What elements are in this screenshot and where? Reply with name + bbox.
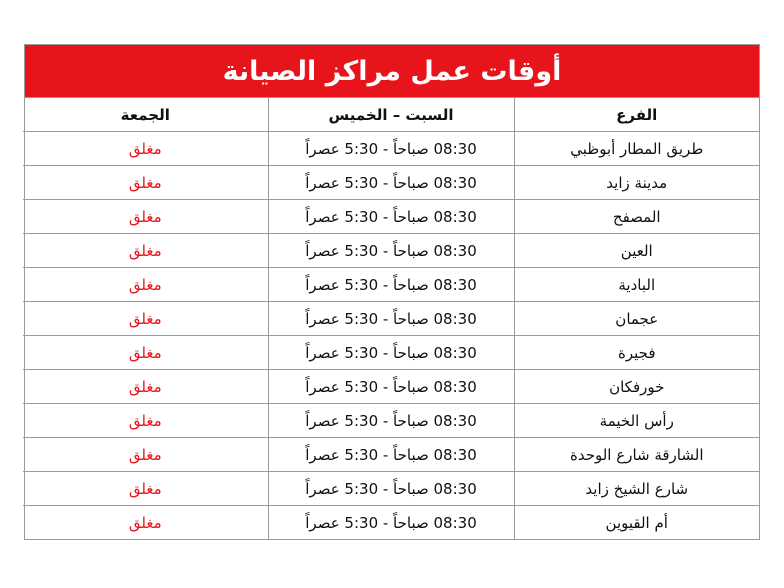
friday-cell: مغلق: [23, 336, 268, 370]
table-row: [23, 472, 759, 506]
hours-cell: 08:30 صباحاً - 5:30 عصراً: [268, 438, 514, 472]
table-header-row: [23, 98, 759, 132]
table-row: [23, 336, 759, 370]
branch-cell: رأس الخيمة: [514, 404, 759, 438]
branch-cell: البادية: [514, 268, 759, 302]
friday-cell: مغلق: [128, 513, 162, 532]
column-header-branch: الفرع: [514, 98, 759, 132]
hours-cell: 08:30 صباحاً - 5:30 عصراً: [268, 234, 514, 268]
hours-cell: 08:30 صباحاً - 5:30 عصراً: [268, 370, 514, 404]
hours-cell: 08:30 صباحاً - 5:30 عصراً: [268, 404, 514, 438]
hours-table: [23, 98, 759, 539]
hours-cell: 08:30 صباحاً - 5:30 عصراً: [268, 166, 514, 200]
branch-cell: عجمان: [514, 302, 759, 336]
working-hours-sheet: [24, 44, 760, 540]
branch-cell: شارع الشيخ زايد: [514, 472, 759, 506]
column-header-sat-thu: السبت – الخميس: [268, 98, 514, 132]
table-row: [23, 166, 759, 200]
branch-cell: المصفح: [514, 200, 759, 234]
table-row: [23, 370, 759, 404]
friday-cell: مغلق: [23, 268, 268, 302]
hours-cell: 08:30 صباحاً - 5:30 عصراً: [268, 506, 514, 540]
friday-cell: مغلق: [23, 132, 268, 166]
hours-cell: 08:30 صباحاً - 5:30 عصراً: [268, 200, 514, 234]
friday-cell: مغلق: [23, 234, 268, 268]
table-row: [23, 234, 759, 268]
friday-cell: مغلق: [23, 302, 268, 336]
friday-cell: مغلق: [23, 472, 268, 506]
table-row: [23, 268, 759, 302]
column-header-friday: الجمعة: [23, 98, 268, 132]
branch-cell: خورفكان: [514, 370, 759, 404]
table-row: [23, 200, 759, 234]
hours-cell: 08:30 صباحاً - 5:30 عصراً: [268, 302, 514, 336]
table-row: [23, 302, 759, 336]
hours-cell: 08:30 صباحاً - 5:30 عصراً: [268, 472, 514, 506]
table-row: [23, 132, 759, 166]
branch-cell: فجيرة: [514, 336, 759, 370]
branch-cell: الشارقة شارع الوحدة: [514, 438, 759, 472]
friday-cell: مغلق: [23, 370, 268, 404]
friday-cell: مغلق: [23, 166, 268, 200]
hours-cell: 08:30 صباحاً - 5:30 عصراً: [268, 268, 514, 302]
table-row: [23, 506, 759, 540]
friday-cell: مغلق: [23, 404, 268, 438]
friday-cell: مغلق: [23, 438, 268, 472]
table-row: [23, 404, 759, 438]
page-title: أوقات عمل مراكز الصيانة: [25, 45, 759, 98]
hours-cell: 08:30 صباحاً - 5:30 عصراً: [268, 336, 514, 370]
friday-cell: مغلق: [23, 200, 268, 234]
hours-cell: 08:30 صباحاً - 5:30 عصراً: [268, 132, 514, 166]
branch-cell: طريق المطار أبوظبي: [514, 132, 759, 166]
branch-cell: العين: [514, 234, 759, 268]
table-row: [23, 438, 759, 472]
branch-cell: مدينة زايد: [514, 166, 759, 200]
branch-cell: أم القيوين: [514, 506, 759, 540]
